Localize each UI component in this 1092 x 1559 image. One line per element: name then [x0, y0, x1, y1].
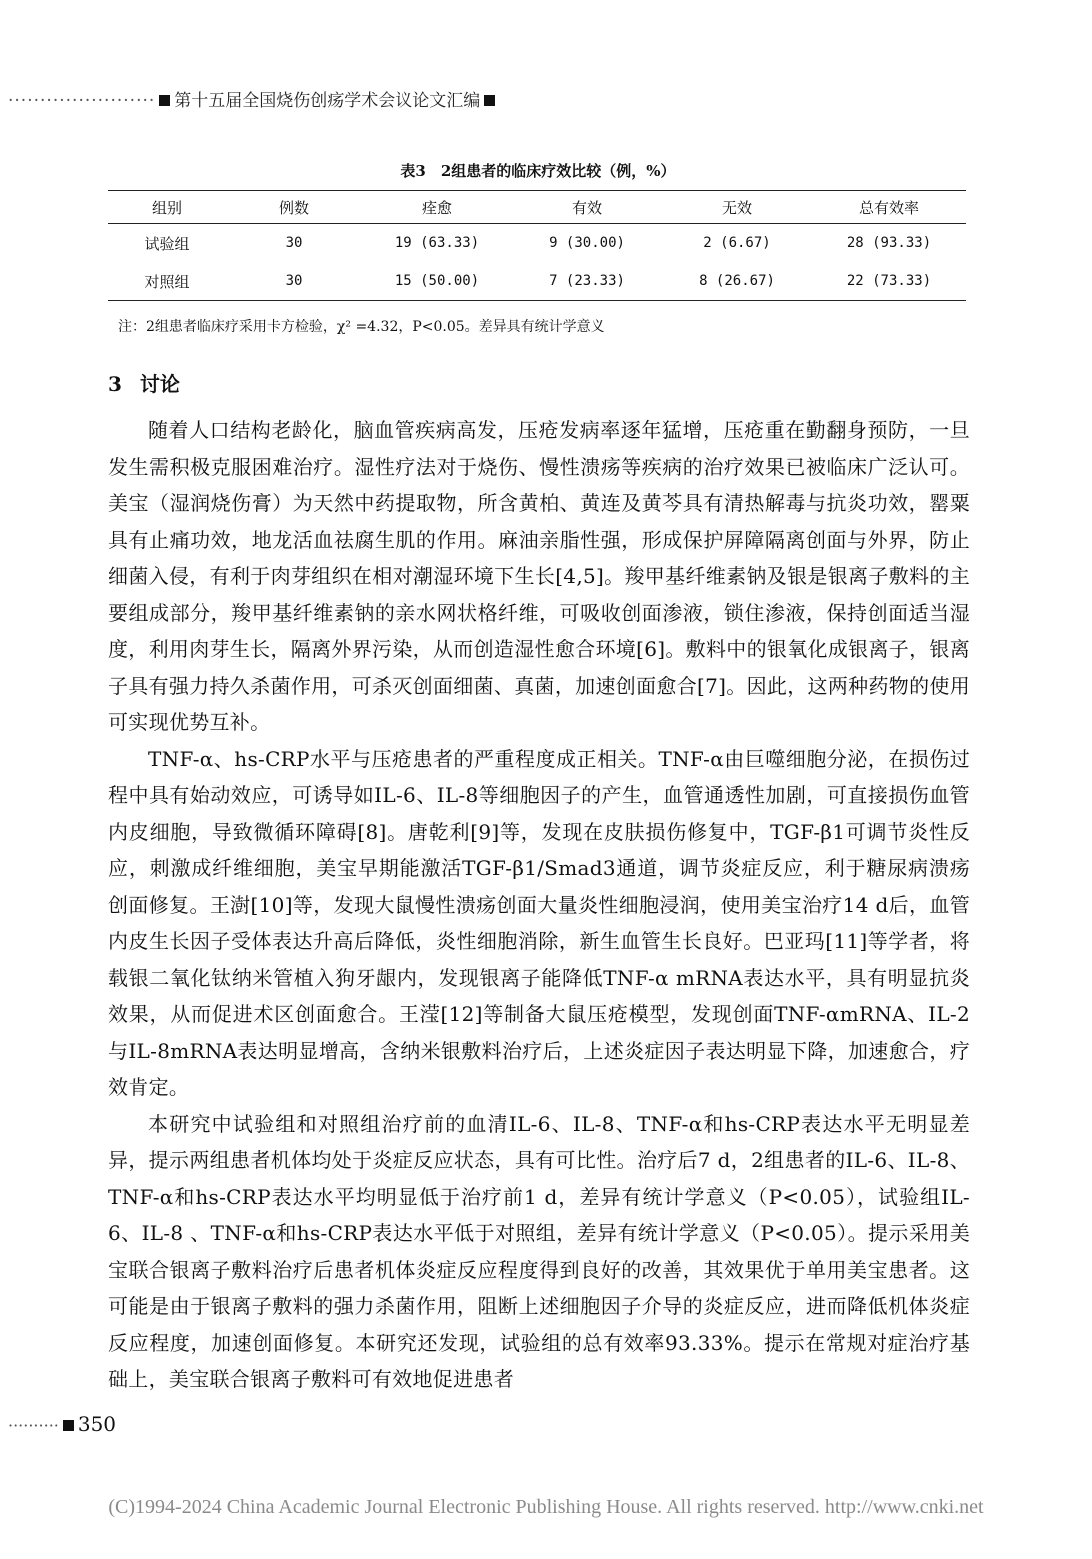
- paragraph: 随着人口结构老龄化，脑血管疾病高发，压疮发病率逐年猛增，压疮重在勤翻身预防，一旦发生需积极克服困难治疗。湿性疗法对于烧伤、慢性溃疡等疾病的治疗效果已被临床广泛认可。美宝（湿润烧伤膏）为天然中药提取物，所含黄柏、黄连及黄芩具有清热解毒与抗炎功效，罂粟具有止痛功效，地龙活血祛腐生肌的作用。麻油亲脂性强，形成保护屏障隔离创面与外界，防止细菌入侵，有利于肉芽组织在相对潮湿环境下生长[4,5]。羧甲基纤维素钠及银是银离子敷料的主要组成部分，羧甲基纤维素钠的亲水网状格纤维，可吸收创面渗液，锁住渗液，保持创面适当湿度，利用肉芽生长，隔离外界污染，从而创造湿性愈合环境[6]。敷料中的银氧化成银离子，银离子具有强力持久杀菌作用，可杀灭创面细菌、真菌，加速创面愈合[7]。因此，这两种药物的使用可实现优势互补。: [108, 418, 970, 734]
- table-cell: 15 (50.00): [362, 262, 512, 301]
- copyright-notice: (C)1994-2024 China Academic Journal Electronic Publishing House. All rights reserved. http://www.cnki.net: [108, 1496, 984, 1518]
- page-footer: [8, 1412, 116, 1436]
- section-number: 3: [108, 372, 122, 396]
- table-header-row: [108, 191, 966, 224]
- table-cell: 试验组: [144, 234, 190, 253]
- square-bullet-icon: [484, 95, 495, 106]
- header-leader-dots: ·······················: [8, 91, 156, 111]
- table-cell: 7 (23.33): [512, 262, 662, 301]
- square-bullet-icon: [159, 95, 170, 106]
- table-row: [108, 224, 966, 263]
- column-header: 组别: [108, 191, 226, 224]
- table-cell: 28 (93.33): [846, 235, 932, 251]
- table-caption: 表3 2组患者的临床疗效比较（例，%）: [400, 162, 676, 180]
- paragraph: 本研究中试验组和对照组治疗前的血清IL-6、IL-8、TNF-α和hs-CRP表达水平无明显差异，提示两组患者机体均处于炎症反应状态，具有可比性。治疗后7 d，2组患者的IL-6、IL-8、TNF-α和hs-CRP表达水平均明显低于治疗前1 d，差异有统计学意义（P<0.05），试验组IL-6、IL-8 、TNF-α和hs-CRP表达水平低于对照组，差异有统计学意义（P<0.05）。提示采用美宝联合银离子敷料治疗后患者机体炎症反应程度得到良好的改善，其效果优于单用美宝患者。这可能是由于银离子敷料的强力杀菌作用，阻断上述细胞因子介导的炎症反应，进而降低机体炎症反应程度，加速创面修复。本研究还发现，试验组的总有效率93.33%。提示在常规对症治疗基础上，美宝联合银离子敷料可有效地促进患者: [108, 1111, 970, 1391]
- table-cell: 30: [285, 235, 303, 251]
- table-note: 注：2组患者临床疗采用卡方检验，χ² =4.32，P<0.05。差异具有统计学意义: [118, 319, 605, 335]
- column-header: 总有效率: [812, 191, 966, 224]
- column-header: 痊愈: [362, 191, 512, 224]
- square-bullet-icon: [63, 1420, 74, 1431]
- table-row: [108, 262, 966, 301]
- page-number: 350: [77, 1412, 117, 1436]
- body-text: [108, 412, 970, 1398]
- running-header: [8, 86, 499, 111]
- column-header: 例数: [226, 191, 362, 224]
- proceedings-title: 第十五届全国烧伤创疡学术会议论文汇编: [174, 91, 481, 111]
- column-header: 有效: [512, 191, 662, 224]
- table-cell: 19 (63.33): [394, 235, 480, 251]
- section-heading: [108, 368, 180, 397]
- column-header: 无效: [662, 191, 812, 224]
- paragraph: TNF-α、hs-CRP水平与压疮患者的严重程度成正相关。TNF-α由巨噬细胞分泌，在损伤过程中具有始动效应，可诱导如IL-6、IL-8等细胞因子的产生，血管通透性加剧，可直接损伤血管内皮细胞，导致微循环障碍[8]。唐乾利[9]等，发现在皮肤损伤修复中，TGF-β1可调节炎性反应，刺激成纤维细胞，美宝早期能激活TGF-β1/Smad3通道，调节炎症反应，利于糖尿病溃疡创面修复。王澍[10]等，发现大鼠慢性溃疡创面大量炎性细胞浸润，使用美宝治疗14 d后，血管内皮生长因子受体表达升高后降低，炎性细胞消除，新生血管生长良好。巴亚玛[11]等学者，将载银二氧化钛纳米管植入狗牙龈内，发现银离子能降低TNF-α mRNA表达水平，具有明显抗炎效果，从而促进术区创面愈合。王滢[12]等制备大鼠压疮模型，发现创面TNF-αmRNA、IL-2与IL-8mRNA表达明显增高，含纳米银敷料治疗后，上述炎症因子表达明显下降，加速愈合，疗效肯定。: [108, 746, 970, 1099]
- clinical-efficacy-table: [108, 190, 966, 301]
- table-cell: 9 (30.00): [549, 235, 625, 251]
- table-cell: 对照组: [108, 262, 226, 301]
- section-title: 讨论: [139, 372, 180, 396]
- table-cell: 22 (73.33): [812, 262, 966, 301]
- table-cell: 8 (26.67): [662, 262, 812, 301]
- footer-leader-dots: ··········: [8, 1416, 59, 1435]
- table-cell: 30: [226, 262, 362, 301]
- table-cell: 2 (6.67): [703, 235, 771, 251]
